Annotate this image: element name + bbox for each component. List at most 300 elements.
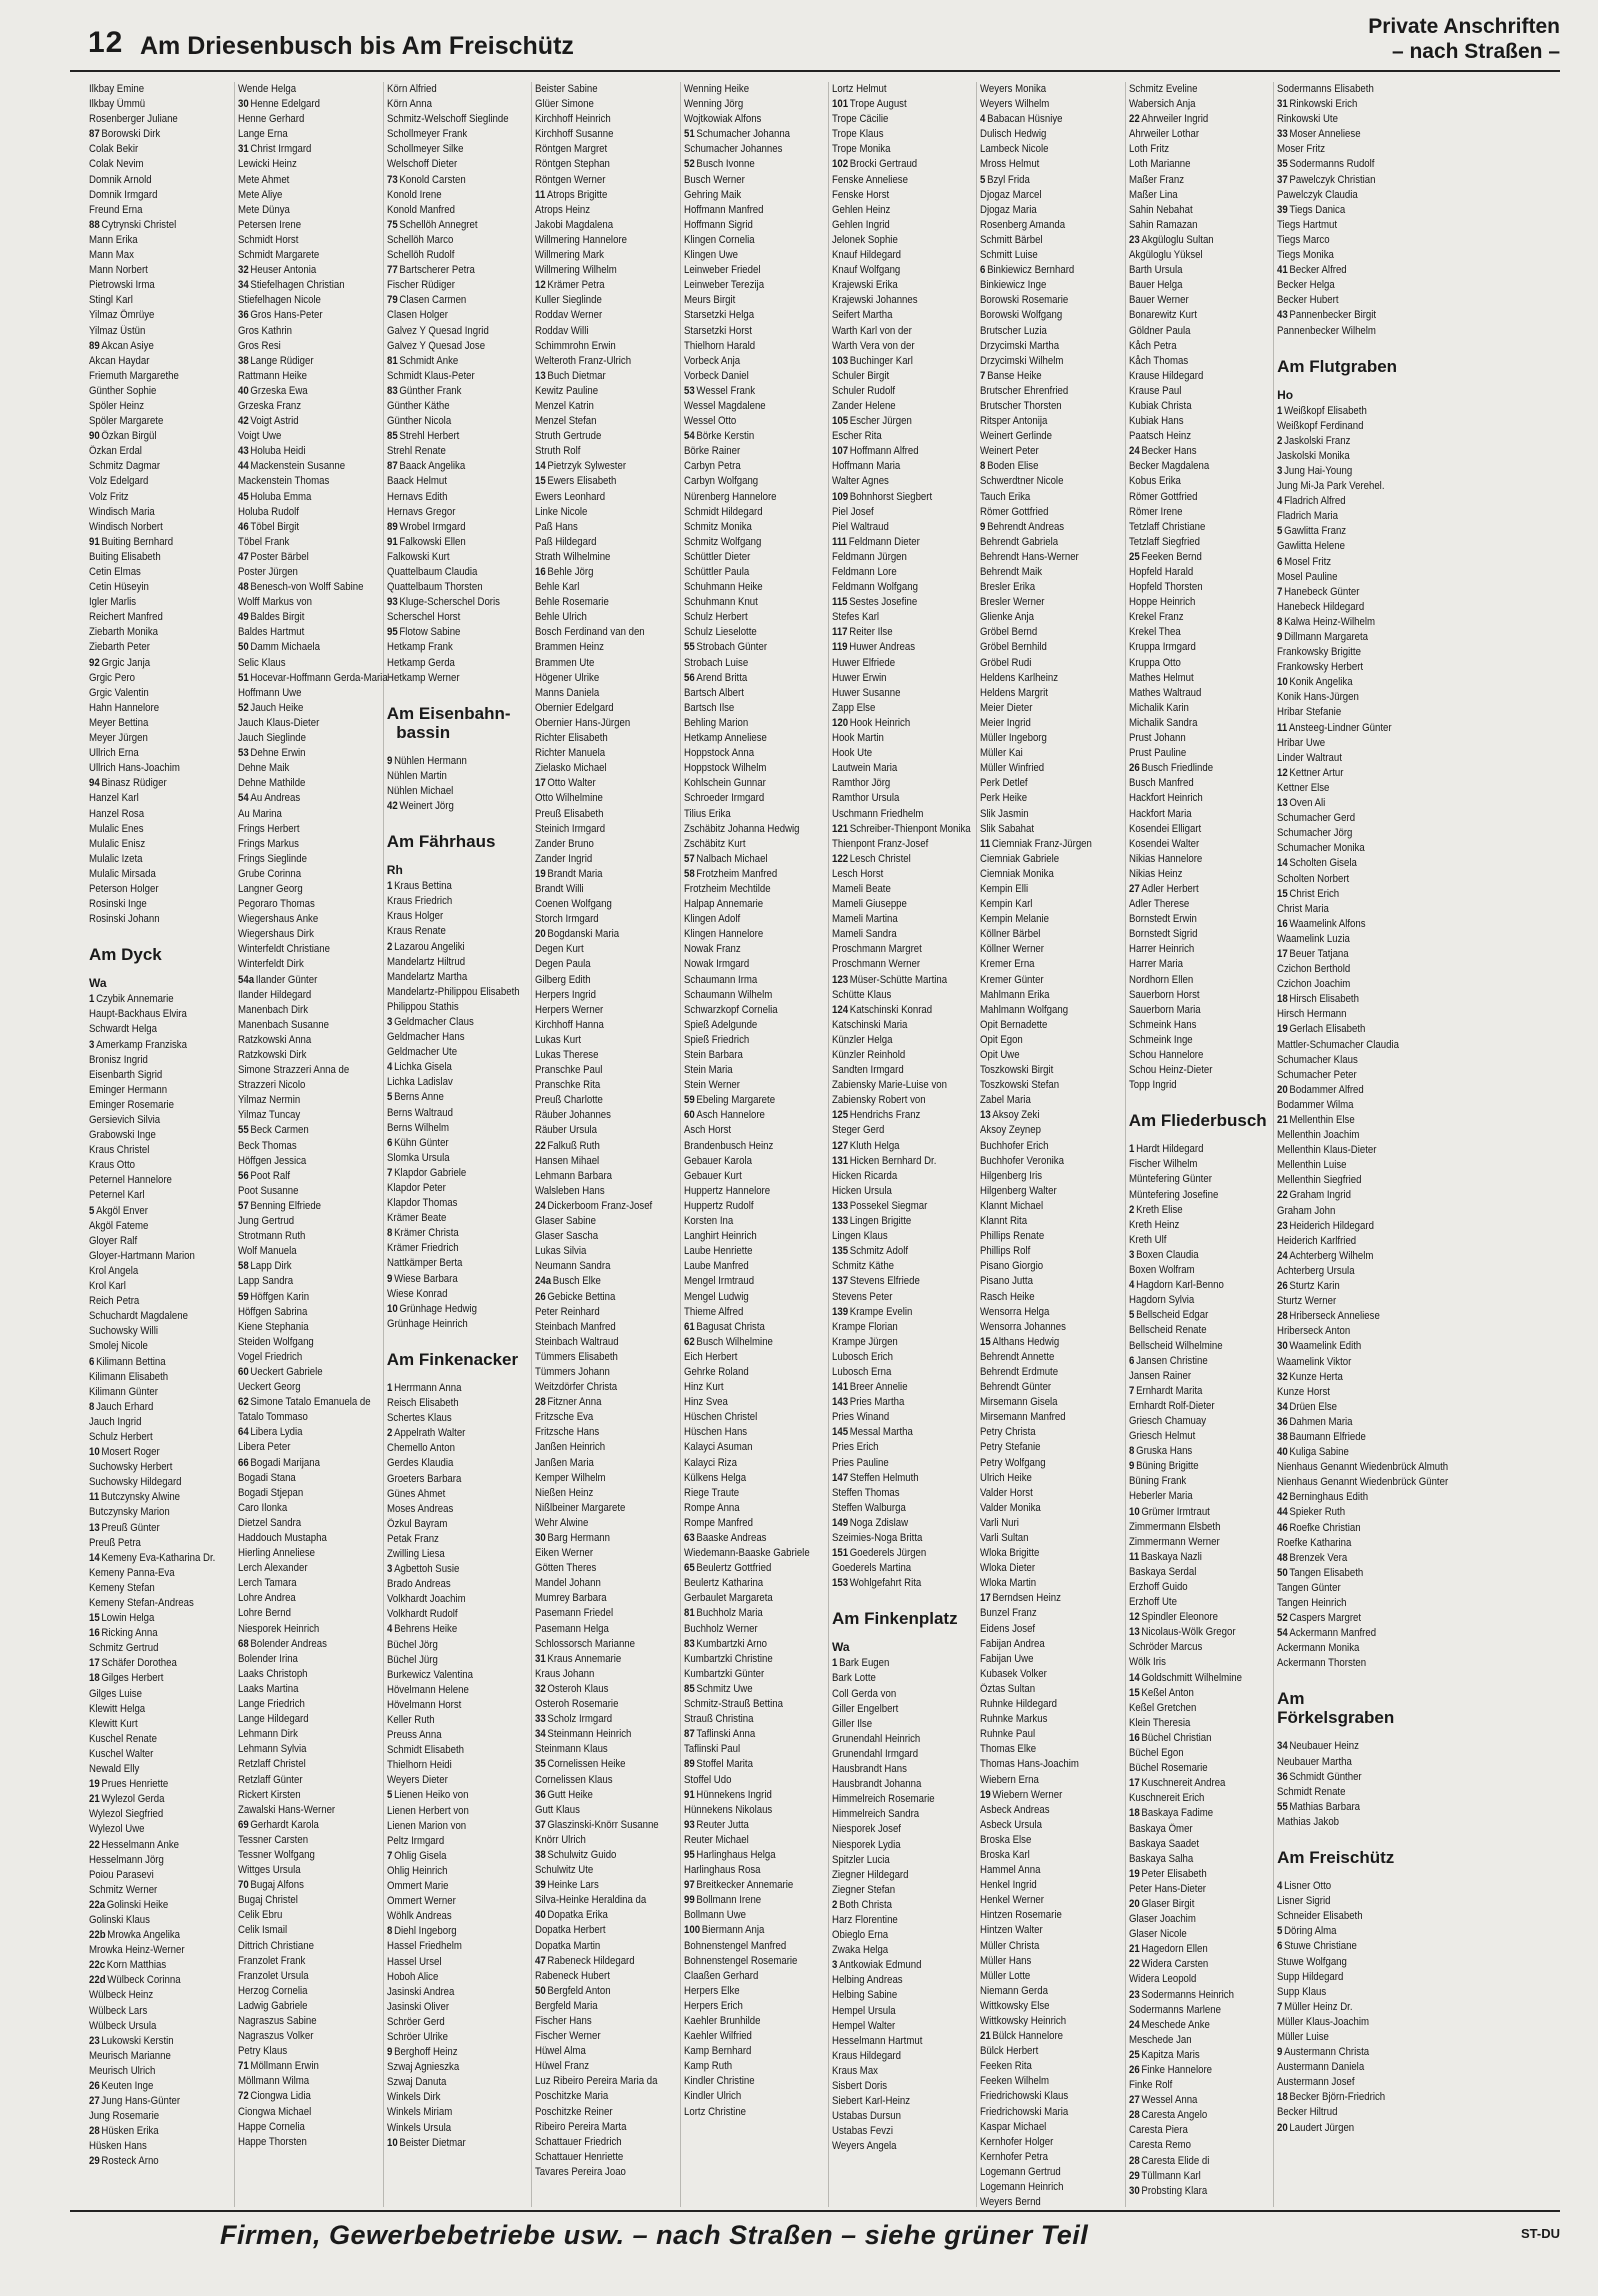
resident-name: Eminger Hermann bbox=[89, 1083, 168, 1096]
directory-entry bbox=[89, 701, 233, 716]
directory-entry bbox=[684, 1682, 828, 1697]
house-number: 21 bbox=[1128, 1943, 1140, 1956]
resident-name: Ricking Anna bbox=[101, 1627, 158, 1640]
resident-name: Eidens Josef bbox=[980, 1622, 1036, 1635]
directory-entry bbox=[387, 1713, 531, 1728]
directory-entry bbox=[832, 1928, 976, 1943]
directory-entry bbox=[1129, 610, 1273, 625]
directory-entry bbox=[387, 173, 531, 188]
resident-name: Zander Helene bbox=[831, 399, 896, 412]
resident-name: Spindler Eleonore bbox=[1141, 1611, 1218, 1624]
directory-entry bbox=[1277, 1279, 1421, 1294]
directory-entry bbox=[980, 293, 1124, 308]
directory-entry bbox=[238, 776, 382, 791]
resident-name: Frankowsky Brigitte bbox=[1277, 646, 1362, 659]
house-number: 50 bbox=[535, 1984, 546, 1997]
resident-name: Herpers Ingrid bbox=[535, 988, 597, 1001]
resident-name: Glaser Nicole bbox=[1128, 1928, 1187, 1941]
directory-entry bbox=[89, 867, 233, 882]
resident-name: Logemann Heinrich bbox=[980, 2181, 1064, 2194]
directory-entry bbox=[238, 731, 382, 746]
resident-name: Schwerdtner Nicole bbox=[980, 475, 1064, 488]
directory-entry bbox=[1277, 992, 1421, 1007]
directory-entry bbox=[238, 2074, 382, 2089]
resident-name: Kettner Else bbox=[1277, 781, 1330, 794]
resident-name: Jansen Rainer bbox=[1128, 1369, 1191, 1382]
directory-entry bbox=[238, 1244, 382, 1259]
resident-name: Gutt Klaus bbox=[535, 1803, 581, 1816]
directory-entry bbox=[89, 1173, 233, 1188]
resident-name: Mameli Martina bbox=[831, 913, 898, 926]
directory-entry bbox=[684, 1984, 828, 1999]
directory-entry bbox=[238, 807, 382, 822]
directory-entry bbox=[832, 490, 976, 505]
house-number: 133 bbox=[831, 1199, 849, 1212]
directory-entry bbox=[1129, 520, 1273, 535]
resident-name: Preuß Charlotte bbox=[535, 1094, 604, 1107]
directory-entry bbox=[832, 1762, 976, 1777]
house-number: 34 bbox=[535, 1728, 546, 1741]
directory-entry bbox=[832, 1687, 976, 1702]
resident-name: Christ Erich bbox=[1289, 887, 1340, 900]
resident-name: Grunendahl Irmgard bbox=[831, 1747, 919, 1760]
directory-entry bbox=[1277, 615, 1421, 630]
directory-entry bbox=[89, 1022, 233, 1037]
directory-entry bbox=[387, 1819, 531, 1834]
directory-entry bbox=[387, 550, 531, 565]
directory-entry bbox=[684, 444, 828, 459]
resident-name: Nagraszus Volker bbox=[238, 2030, 314, 2043]
directory-entry bbox=[238, 1003, 382, 1018]
resident-name: Bauer Werner bbox=[1128, 294, 1189, 307]
resident-name: Ziegner Stefan bbox=[831, 1883, 896, 1896]
directory-entry bbox=[89, 1807, 233, 1822]
directory-entry bbox=[1277, 1739, 1421, 1754]
resident-name: Jaskolski Monika bbox=[1277, 449, 1350, 462]
directory-entry bbox=[535, 1954, 679, 1969]
directory-entry bbox=[387, 769, 531, 784]
directory-entry bbox=[832, 203, 976, 218]
resident-name: Schuhmann Heike bbox=[683, 581, 763, 594]
house-number: 54 bbox=[238, 792, 250, 805]
resident-name: Friedrichowski Maria bbox=[980, 2105, 1069, 2118]
resident-name: Pasemann Friedel bbox=[535, 1607, 614, 1620]
resident-name: Hriberseck Anton bbox=[1277, 1325, 1351, 1338]
directory-entry bbox=[387, 1879, 531, 1894]
resident-name: Trope Monika bbox=[831, 143, 891, 156]
resident-name: Lerch Tamara bbox=[238, 1577, 298, 1590]
house-number: 13 bbox=[1128, 1626, 1140, 1639]
directory-entry bbox=[89, 444, 233, 459]
resident-name: Bauer Helga bbox=[1128, 279, 1183, 292]
resident-name: Scholten Norbert bbox=[1277, 872, 1350, 885]
directory-entry bbox=[238, 1999, 382, 2014]
directory-entry bbox=[832, 520, 976, 535]
resident-name: Petry Stefanie bbox=[980, 1441, 1041, 1454]
resident-name: Mellenthin Klaus-Dieter bbox=[1277, 1144, 1377, 1157]
resident-name: Wenning Heike bbox=[683, 83, 749, 95]
house-number: 40 bbox=[238, 384, 250, 397]
resident-name: Wylezol Siegfried bbox=[89, 1808, 164, 1821]
resident-name: Akcan Asiye bbox=[101, 339, 154, 352]
directory-entry bbox=[832, 791, 976, 806]
resident-name: Heberler Maria bbox=[1128, 1490, 1193, 1503]
resident-name: Broska Karl bbox=[980, 1848, 1031, 1861]
directory-entry bbox=[1277, 1234, 1421, 1249]
directory-entry bbox=[1129, 731, 1273, 746]
house-number: 85 bbox=[683, 1682, 695, 1695]
directory-entry bbox=[980, 188, 1124, 203]
resident-name: Ramthor Jörg bbox=[831, 777, 891, 790]
directory-entry bbox=[387, 233, 531, 248]
directory-entry bbox=[1277, 932, 1421, 947]
resident-name: Coll Gerda von bbox=[831, 1687, 897, 1700]
resident-name: Austermann Daniela bbox=[1277, 2061, 1365, 2074]
directory-entry bbox=[1277, 917, 1421, 932]
directory-entry bbox=[980, 1984, 1124, 1999]
resident-name: Schmidt Renate bbox=[1277, 1785, 1346, 1798]
directory-entry bbox=[1277, 404, 1421, 419]
resident-name: Klingen Adolf bbox=[683, 913, 740, 926]
resident-name: Caresta Piera bbox=[1128, 2124, 1188, 2137]
resident-name: Ulrich Heike bbox=[980, 1471, 1033, 1484]
resident-name: Bartsch Ilse bbox=[683, 701, 734, 714]
resident-name: Ustabas Dursun bbox=[831, 2110, 901, 2123]
directory-entry bbox=[238, 1697, 382, 1712]
directory-entry bbox=[89, 686, 233, 701]
resident-name: Tilius Erika bbox=[683, 807, 731, 820]
directory-entry bbox=[238, 1501, 382, 1516]
resident-name: Schattauer Henriette bbox=[535, 2150, 624, 2163]
directory-entry bbox=[832, 399, 976, 414]
resident-name: Achterberg Ursula bbox=[1277, 1264, 1355, 1277]
house-number: 87 bbox=[89, 128, 100, 141]
directory-entry bbox=[535, 1742, 679, 1757]
directory-entry bbox=[387, 1532, 531, 1547]
directory-entry bbox=[238, 1048, 382, 1063]
resident-name: Czichon Joachim bbox=[1277, 978, 1351, 991]
resident-name: Kilimann Bettina bbox=[96, 1355, 166, 1368]
directory-entry bbox=[832, 1018, 976, 1033]
resident-name: Prust Pauline bbox=[1128, 747, 1186, 760]
directory-entry bbox=[832, 656, 976, 671]
directory-entry bbox=[1277, 1460, 1449, 1475]
resident-name: Dittrich Christiane bbox=[238, 1939, 315, 1952]
house-number: 5 bbox=[980, 173, 986, 186]
resident-name: Cytrynski Christel bbox=[101, 218, 177, 231]
directory-entry bbox=[238, 988, 382, 1003]
resident-name: Wojtkowiak Alfons bbox=[683, 113, 761, 126]
resident-name: Hintzen Rosemarie bbox=[980, 1909, 1063, 1922]
directory-entry bbox=[980, 746, 1124, 761]
resident-name: Kalwa Heinz-Wilhelm bbox=[1284, 615, 1376, 628]
directory-entry bbox=[1129, 218, 1273, 233]
directory-entry bbox=[1129, 1188, 1273, 1203]
directory-entry bbox=[238, 1456, 382, 1471]
resident-name: Schulz Herbert bbox=[89, 1430, 153, 1443]
directory-entry bbox=[387, 1241, 531, 1256]
directory-entry bbox=[684, 716, 828, 731]
resident-name: Heinke Lars bbox=[547, 1879, 599, 1892]
resident-name: Kernhofer Petra bbox=[980, 2150, 1049, 2163]
resident-name: Zielasko Michael bbox=[535, 762, 607, 775]
directory-entry bbox=[980, 1803, 1124, 1818]
resident-name: Beck Thomas bbox=[238, 1139, 298, 1152]
directory-entry bbox=[684, 82, 828, 97]
resident-name: Ziebarth Peter bbox=[89, 641, 150, 654]
directory-entry bbox=[832, 1883, 976, 1898]
directory-entry bbox=[89, 761, 233, 776]
directory-entry bbox=[1129, 2123, 1273, 2138]
directory-entry bbox=[1277, 1007, 1421, 1022]
directory-entry bbox=[89, 1913, 233, 1928]
resident-name: Schumacher Klaus bbox=[1277, 1053, 1358, 1066]
directory-entry bbox=[1277, 781, 1421, 796]
resident-name: Hempel Walter bbox=[831, 2019, 896, 2032]
resident-name: Mirsemann Manfred bbox=[980, 1411, 1066, 1424]
resident-name: Borowski Dirk bbox=[101, 128, 161, 141]
directory-entry bbox=[238, 1214, 382, 1229]
house-number: 18 bbox=[1128, 1807, 1140, 1820]
directory-entry bbox=[980, 127, 1124, 142]
resident-name: Fischer Werner bbox=[535, 2030, 601, 2043]
directory-entry bbox=[89, 1324, 233, 1339]
directory-entry bbox=[832, 2049, 976, 2064]
resident-name: Quattelbaum Claudia bbox=[386, 566, 478, 578]
resident-name: Schneider Elisabeth bbox=[1277, 1910, 1363, 1923]
resident-name: Peterson Holger bbox=[89, 882, 159, 895]
resident-name: Rosenberger Juliane bbox=[89, 113, 178, 126]
resident-name: Büning Frank bbox=[1128, 1475, 1186, 1488]
house-number: 7 bbox=[386, 1166, 393, 1179]
resident-name: Reuter Michael bbox=[683, 1833, 749, 1846]
directory-entry bbox=[1129, 1003, 1273, 1018]
resident-name: Gebauer Karola bbox=[683, 1154, 752, 1167]
directory-entry bbox=[1277, 1249, 1421, 1264]
directory-entry bbox=[1129, 278, 1273, 293]
resident-name: Peter Elisabeth bbox=[1141, 1867, 1207, 1880]
resident-name: Hriberseck Anneliese bbox=[1289, 1310, 1380, 1323]
house-number: 16 bbox=[1277, 917, 1288, 930]
resident-name: Wiegershaus Dirk bbox=[238, 928, 315, 941]
resident-name: Petersen Irene bbox=[238, 218, 302, 231]
directory-entry bbox=[980, 1697, 1124, 1712]
directory-entry bbox=[1277, 1755, 1421, 1770]
resident-name: Holuba Emma bbox=[250, 490, 312, 503]
directory-entry bbox=[1277, 1430, 1421, 1445]
directory-entry bbox=[1277, 1656, 1421, 1671]
resident-name: Hicken Ursula bbox=[831, 1184, 892, 1197]
directory-entry bbox=[89, 157, 233, 172]
resident-name: Buiting Elisabeth bbox=[89, 550, 161, 563]
resident-name: Supp Klaus bbox=[1277, 1985, 1327, 1998]
resident-name: Geldmacher Claus bbox=[393, 1015, 474, 1028]
resident-name: Peter Reinhard bbox=[535, 1305, 600, 1318]
directory-entry bbox=[832, 112, 976, 127]
directory-entry bbox=[684, 1410, 828, 1425]
resident-name: Golinski Klaus bbox=[89, 1913, 150, 1926]
resident-name: Kosendei Elligart bbox=[1128, 822, 1201, 835]
resident-name: Baskaya Nazli bbox=[1140, 1550, 1202, 1563]
house-number: 42 bbox=[1277, 1491, 1288, 1504]
resident-name: Hackfort Heinrich bbox=[1128, 792, 1203, 805]
resident-name: Warth Karl von der bbox=[831, 324, 912, 337]
resident-name: Laube Henriette bbox=[683, 1245, 753, 1258]
page-footer bbox=[70, 2210, 1560, 2262]
directory-entry bbox=[535, 2089, 679, 2104]
house-number: 38 bbox=[1277, 1430, 1288, 1443]
house-number: 13 bbox=[980, 1109, 992, 1122]
directory-entry bbox=[1277, 1626, 1421, 1641]
directory-entry bbox=[535, 459, 679, 474]
directory-entry bbox=[832, 218, 976, 233]
resident-name: Hagdorn Karl-Benno bbox=[1135, 1279, 1224, 1292]
resident-name: Volz Fritz bbox=[89, 490, 129, 503]
resident-name: Yilmaz Nermin bbox=[238, 1094, 301, 1107]
resident-name: Babacan Hüsniye bbox=[987, 113, 1063, 126]
directory-entry bbox=[832, 339, 976, 354]
resident-name: Au Andreas bbox=[250, 792, 301, 805]
directory-entry bbox=[387, 1924, 531, 1939]
directory-entry bbox=[1277, 660, 1421, 675]
resident-name: Ruhnke Paul bbox=[980, 1728, 1036, 1741]
house-number: 22 bbox=[535, 1139, 546, 1152]
resident-name: Büchel Egon bbox=[1128, 1747, 1184, 1760]
directory-entry bbox=[535, 429, 679, 444]
directory-entry bbox=[1129, 1218, 1273, 1233]
resident-name: Volz Edelgard bbox=[89, 475, 149, 488]
directory-entry bbox=[535, 1606, 679, 1621]
directory-entry bbox=[980, 1682, 1124, 1697]
directory-entry bbox=[89, 1838, 233, 1853]
resident-name: Hausbrandt Johanna bbox=[831, 1778, 922, 1791]
resident-name: Schmitz Eveline bbox=[1128, 83, 1198, 95]
resident-name: Rinkowski Ute bbox=[1277, 113, 1339, 126]
directory-entry bbox=[684, 1093, 828, 1108]
resident-name: Austermann Christa bbox=[1284, 2046, 1370, 2059]
resident-name: Waamelink Luzia bbox=[1277, 932, 1351, 945]
directory-entry bbox=[238, 1350, 382, 1365]
directory-entry bbox=[535, 1591, 679, 1606]
resident-name: Brutscher Luzia bbox=[980, 324, 1048, 337]
resident-name: Spieß Adelgunde bbox=[683, 1018, 757, 1031]
house-number: 19 bbox=[89, 1778, 100, 1791]
resident-name: Erzhoff Guido bbox=[1128, 1581, 1188, 1593]
directory-entry bbox=[535, 1727, 679, 1742]
directory-entry bbox=[535, 173, 679, 188]
resident-name: Berninghaus Edith bbox=[1289, 1491, 1369, 1504]
directory-entry bbox=[980, 157, 1124, 172]
resident-name: Wende Helga bbox=[238, 83, 297, 95]
resident-name: Vorbeck Daniel bbox=[683, 369, 749, 382]
resident-name: Aksoy Zeynep bbox=[980, 1124, 1042, 1137]
directory-entry bbox=[387, 369, 531, 384]
resident-name: Libera Lydia bbox=[250, 1426, 303, 1439]
resident-name: Wylezol Gerda bbox=[101, 1793, 165, 1806]
house-number: 18 bbox=[1277, 993, 1288, 1006]
directory-entry bbox=[684, 1078, 828, 1093]
resident-name: Asch Horst bbox=[683, 1124, 731, 1137]
resident-name: Perk Detlef bbox=[980, 777, 1028, 790]
directory-entry bbox=[387, 940, 531, 955]
resident-name: Wloka Martin bbox=[980, 1577, 1037, 1590]
directory-entry bbox=[684, 1939, 828, 1954]
directory-entry bbox=[832, 1943, 976, 1958]
resident-name: Moser Fritz bbox=[1277, 143, 1326, 156]
resident-name: Roddav Werner bbox=[535, 309, 603, 322]
directory-entry bbox=[980, 2089, 1124, 2104]
resident-name: Mathes Helmut bbox=[1128, 671, 1194, 684]
resident-name: Caresta Elide di bbox=[1141, 2154, 1210, 2167]
directory-entry bbox=[535, 625, 679, 640]
resident-name: Weyers Angela bbox=[831, 2140, 897, 2153]
house-number: 59 bbox=[238, 1290, 250, 1303]
house-number: 107 bbox=[831, 445, 849, 458]
resident-name: Brammen Heinz bbox=[535, 641, 605, 654]
directory-entry bbox=[684, 882, 828, 897]
directory-entry bbox=[684, 1591, 828, 1606]
directory-entry bbox=[238, 973, 382, 988]
directory-entry bbox=[89, 505, 233, 520]
directory-entry bbox=[980, 1606, 1124, 1621]
directory-entry bbox=[535, 746, 679, 761]
directory-entry bbox=[89, 112, 233, 127]
directory-entry bbox=[535, 1048, 679, 1063]
resident-name: Kaehler Wilfried bbox=[683, 2030, 752, 2043]
directory-entry bbox=[238, 852, 382, 867]
resident-name: Warth Vera von der bbox=[831, 339, 915, 352]
house-number: 123 bbox=[831, 973, 849, 986]
directory-entry bbox=[1129, 203, 1273, 218]
directory-entry bbox=[535, 1637, 679, 1652]
directory-entry bbox=[832, 822, 976, 837]
house-number: 145 bbox=[831, 1426, 849, 1439]
house-number: 93 bbox=[683, 1818, 695, 1831]
directory-entry bbox=[89, 339, 233, 354]
directory-entry bbox=[980, 1184, 1124, 1199]
directory-entry bbox=[238, 1078, 382, 1093]
resident-name: Tangen Elisabeth bbox=[1289, 1566, 1364, 1579]
resident-name: Kirchhoff Hanna bbox=[535, 1018, 604, 1031]
directory-entry bbox=[832, 550, 976, 565]
house-number: 23 bbox=[89, 2034, 100, 2047]
house-number: 133 bbox=[831, 1215, 849, 1228]
resident-name: Klein Theresia bbox=[1128, 1716, 1191, 1729]
resident-name: Eisenbarth Sigrid bbox=[89, 1068, 163, 1081]
resident-name: Caresta Angelo bbox=[1141, 2109, 1207, 2122]
resident-name: Strehl Renate bbox=[386, 445, 446, 458]
resident-name: Weißkopf Elisabeth bbox=[1284, 404, 1367, 417]
directory-entry bbox=[387, 1317, 531, 1332]
house-number: 58 bbox=[683, 867, 695, 880]
directory-entry bbox=[980, 1742, 1124, 1757]
resident-name: Schmitz Gertrud bbox=[89, 1642, 159, 1655]
directory-entry bbox=[89, 2154, 233, 2169]
resident-name: Dopatka Herbert bbox=[535, 1924, 606, 1937]
resident-name: Busch Ivonne bbox=[695, 158, 755, 171]
resident-name: Mulalic Izeta bbox=[89, 852, 143, 865]
house-number: 22a bbox=[89, 1898, 106, 1911]
resident-name: Winkels Miriam bbox=[386, 2106, 452, 2119]
house-number: 50 bbox=[1277, 1566, 1288, 1579]
directory-entry bbox=[1129, 1354, 1273, 1369]
resident-name: Selic Klaus bbox=[238, 656, 286, 669]
directory-entry bbox=[980, 82, 1124, 97]
directory-entry bbox=[535, 308, 679, 323]
resident-name: Scherschel Horst bbox=[386, 611, 461, 624]
resident-name: Silva-Heinke Heraldina da bbox=[535, 1894, 647, 1907]
directory-entry bbox=[238, 1093, 382, 1108]
